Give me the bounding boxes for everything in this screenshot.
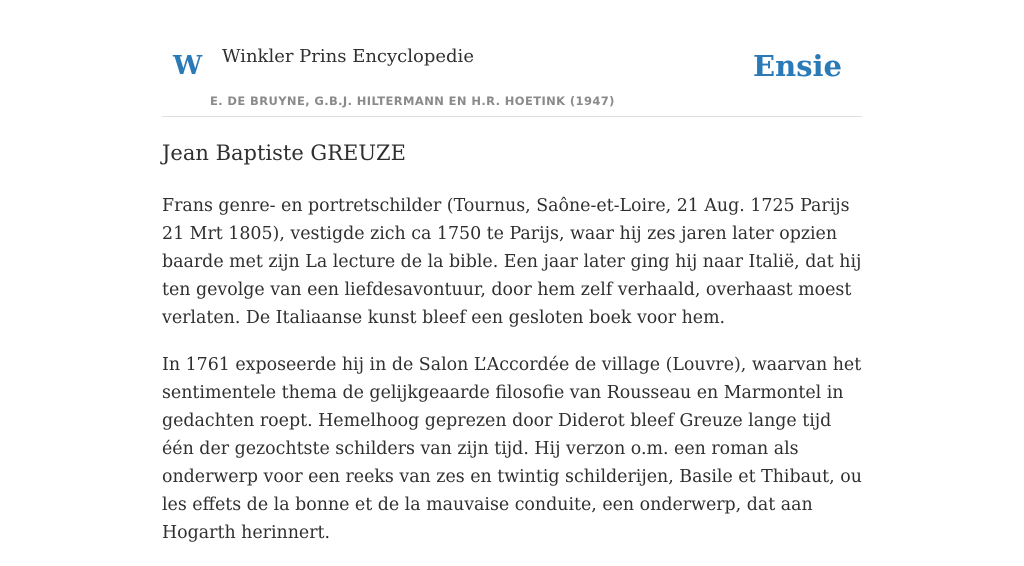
article-paragraph: Frans genre- en portretschilder (Tournus, Saône-et-Loire, 21 Aug. 1725 Parijs 21 Mrt 1805), vestigde zich ca 1750 te Parijs, waar hij zes jaren later opzien baarde met zijn La lecture de la bible. Een jaar later ging hij naar Italië, dat hij ten gevolge van een liefdesavontuur, door hem zelf verhaald, overhaast moest verlaten. De Italiaanse kunst bleef een gesloten boek voor hem.	[162, 196, 862, 328]
article-body	[162, 192, 862, 566]
article-title: Jean Baptiste GREUZE	[162, 141, 406, 165]
source-authors: E. DE BRUYNE, G.B.J. HILTERMANN EN H.R. HOETINK (1947)	[210, 94, 615, 108]
article-paragraph: In 1761 exposeerde hij in de Salon L’Accordée de village (Louvre), waarvan het sentimentele thema de gelijkgeaarde filosofie van Rousseau en Marmontel in gedachten roept. Hemelhoog geprezen door Diderot bleef Greuze lange tijd één der gezochtste schilders van zijn tijd. Hij verzon o.m. een roman als onderwerp voor een reeks van zes en twintig schilderijen, Basile et Thibaut, ou les effets de la bonne et de la mauvaise conduite, een onderwerp, dat aan Hogarth herinnert.	[162, 355, 862, 543]
page-container	[162, 0, 862, 543]
source-header	[162, 0, 862, 117]
winkler-prins-logo-icon[interactable]: W	[173, 51, 203, 81]
source-title[interactable]: Winkler Prins Encyclopedie	[222, 46, 474, 67]
ensie-brand-link[interactable]: Ensie	[753, 49, 842, 83]
